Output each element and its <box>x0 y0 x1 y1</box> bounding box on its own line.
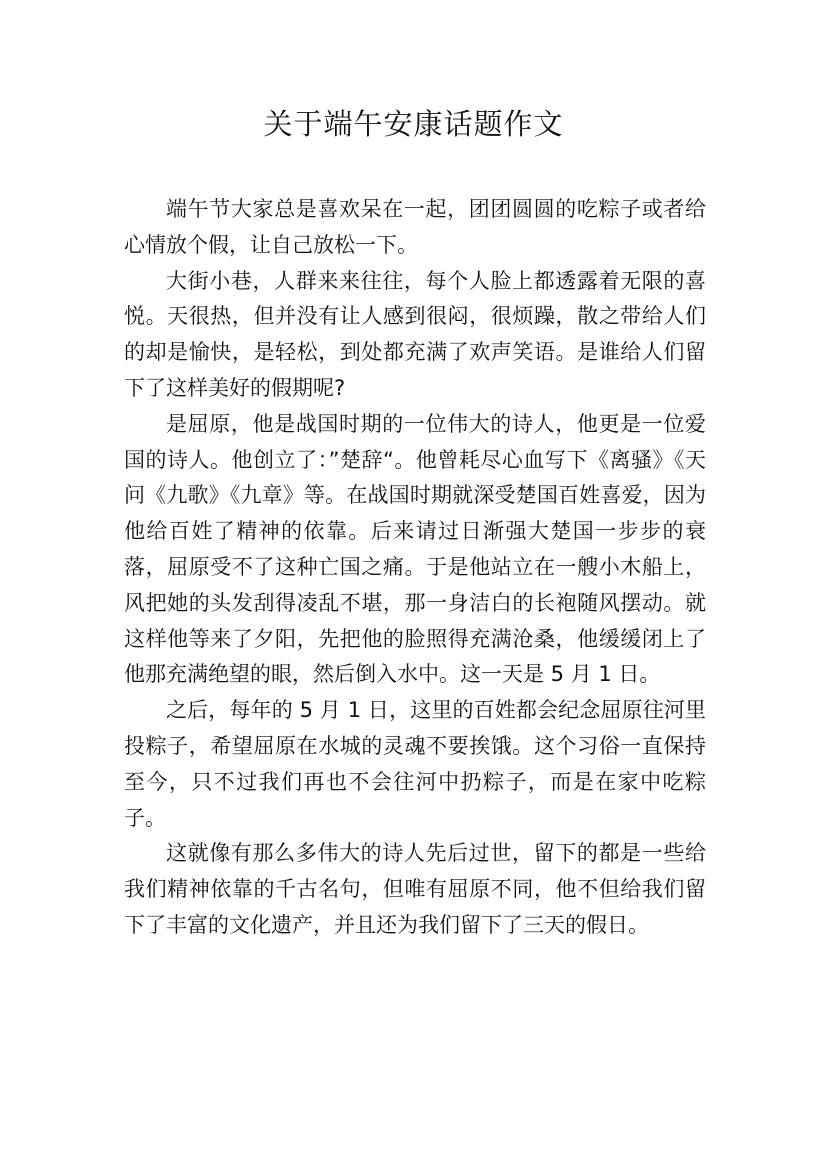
paragraph-5: 这就像有那么多伟大的诗人先后过世，留下的都是一些给我们精神依靠的千古名句，但唯有屈原不同，他不但给我们留下了丰富的文化遗产，并且还为我们留下了三天的假日。 <box>124 841 706 937</box>
paragraph-4: 之后，每年的 5 月 1 日，这里的百姓都会纪念屈原往河里投粽子，希望屈原在水城的灵魂不要挨饿。这个习俗一直保持至今，只不过我们再也不会往河中扔粽子，而是在家中吃粽子。 <box>124 698 706 830</box>
paragraph-2: 大街小巷，人群来来往往，每个人脸上都透露着无限的喜悦。天很热，但并没有让人感到很闷，很烦躁，散之带给人们的却是愉快，是轻松，到处都充满了欢声笑语。是谁给人们留下了这样美好的假期呢? <box>124 268 706 400</box>
paragraph-3: 是屈原，他是战国时期的一位伟大的诗人，他更是一位爱国的诗人。他创立了：”楚辞“。他曾耗尽心血写下《离骚》《天问《九歌》《九章》等。在战国时期就深受楚国百姓喜爱，因为他给百姓了精神的依靠。后来请过日渐强大楚国一步步的衰落，屈原受不了这种亡国之痛。于是他站立在一艘小木船上，风把她的头发刮得凌乱不堪，那一身洁白的长袍随风摆动。就这样他等来了夕阳，先把他的脸照得充满沧桑，他缓缓闭上了他那充满绝望的眼，然后倒入水中。这一天是 5 月 1 日。 <box>124 411 706 687</box>
document-title: 关于端午安康话题作文 <box>263 107 564 141</box>
document-body <box>124 192 706 944</box>
paragraph-1: 端午节大家总是喜欢呆在一起，团团圆圆的吃粽子或者给心情放个假，让自己放松一下。 <box>124 197 706 257</box>
